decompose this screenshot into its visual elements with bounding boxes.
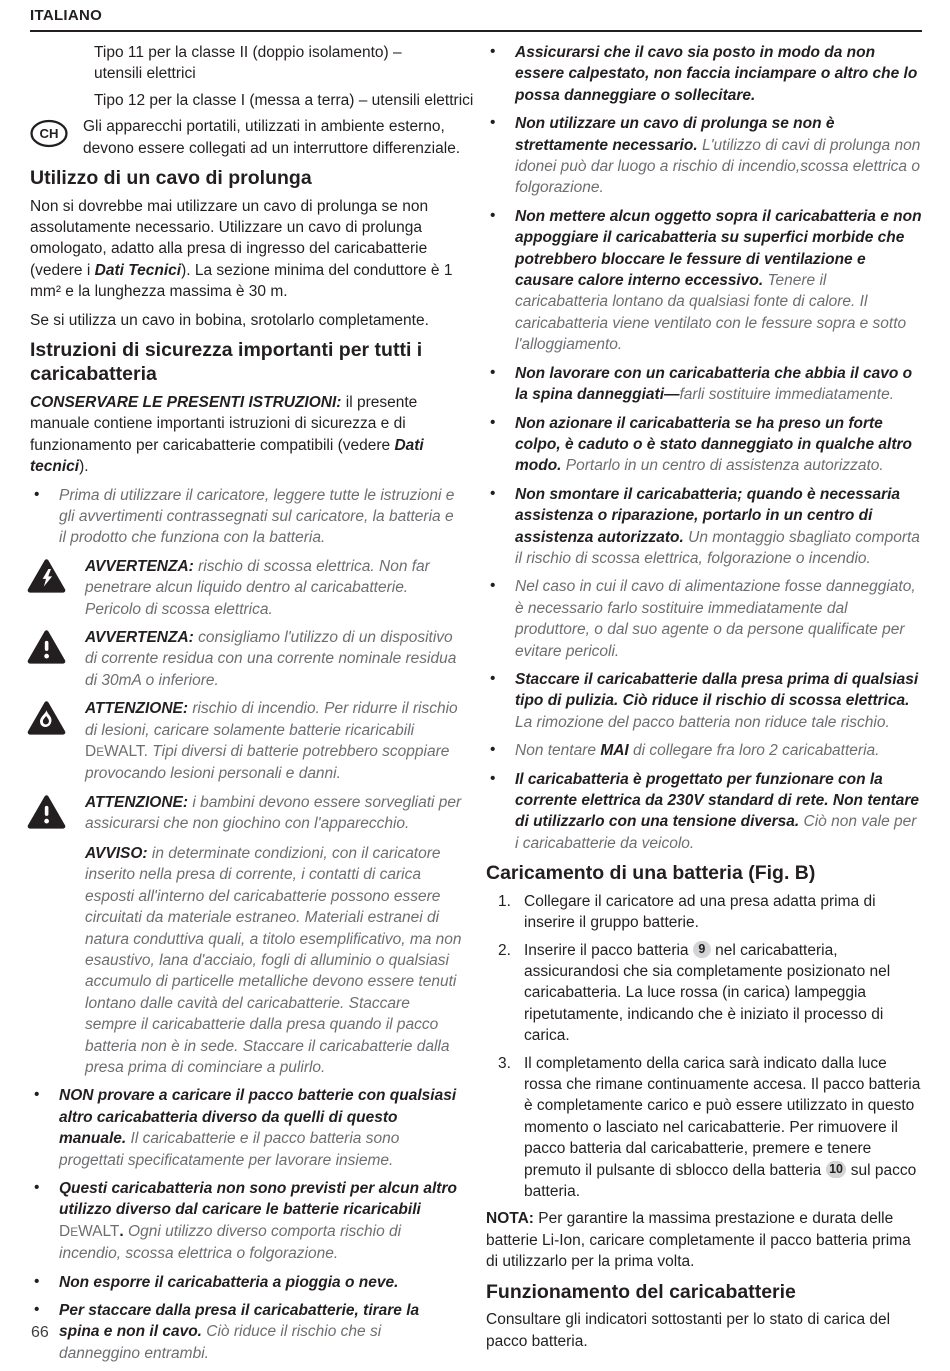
text-run: Portarlo in un centro di assistenza autorizzato. — [561, 457, 884, 475]
text-run: in determinate condizioni, con il caricatore inserito nella presa di corrente, i contatti di carica esposti all'interno del caricabatterie possono essere circuitati da materiale estraneo. Materiali estranei di natura conduttiva quali, a titolo esemplificativo, ma non esaustivo, lana d'acciaio, fogli di alluminio o qualsiasi accumulo di particelle metalliche devono essere tenuti lontano dalle cavità del caricabatterie. Staccare sempre il caricabatterie dalla presa quando il pacco batteria non è in sede. Staccare il caricabatterie dalla presa prima di cominciare a pulirlo. — [85, 844, 462, 1076]
text-run: ). La sezione minima del conduttore è 1 mm² e la lunghezza massima è 30 m. — [30, 261, 453, 301]
general-warning-icon — [27, 794, 66, 829]
bullet-marker: • — [34, 485, 40, 503]
text-run: Non si dovrebbe mai utilizzare un cavo di prolunga se non assolutamente necessario. Utilizzare un cavo di prolunga omologato, adatto alla presa di ingresso del caricabatterie (vedere i — [30, 197, 429, 279]
text-run: Non azionare il caricabatteria se ha preso un forte colpo, è caduto o è stato danneggiato in qualche altro modo. — [515, 414, 913, 475]
bullet-marker: • — [490, 741, 496, 759]
text-run: farli sostituire immediatamente. — [679, 386, 894, 404]
bullet-item — [30, 1272, 463, 1293]
text-run: Ciò riduce il rischio che si danneggino entrambi. — [59, 1323, 382, 1362]
section-heading: Utilizzo di un cavo di prolunga — [30, 167, 312, 190]
ch-note-text — [83, 118, 460, 156]
list-number: 2. — [498, 941, 511, 959]
callout-ref-badge: 9 — [693, 941, 711, 958]
warning-item — [30, 556, 463, 620]
text-line: Tipo 11 per la classe II (doppio isolamento) – — [94, 44, 402, 61]
text-run: di collegare fra loro 2 caricabatteria. — [628, 742, 880, 760]
paragraph — [30, 196, 463, 303]
bullet-item — [30, 1178, 463, 1265]
bullet-marker: • — [490, 484, 496, 502]
warning-item — [30, 698, 463, 785]
right-column — [486, 42, 923, 1359]
bullet-marker: • — [490, 769, 496, 787]
numbered-item — [486, 891, 923, 934]
bullet-marker: • — [490, 669, 496, 687]
text-run: Questi caricabatteria non sono previsti per alcun altro utilizzo diverso dal caricare le batterie ricaricabili — [59, 1179, 457, 1219]
callout-ref-badge: 10 — [826, 1161, 847, 1178]
text-run: D — [85, 743, 97, 761]
text-run: Ciò non vale per i caricabatterie da veicolo. — [515, 813, 917, 852]
paragraph — [30, 310, 463, 331]
bullet-marker: • — [490, 206, 496, 224]
text-run: Non lavorare con un caricabatteria che abbia il cavo o la spina danneggiati— — [515, 364, 913, 404]
text-run: rischio di incendio. Per ridurre il rischio di lesioni, caricare solamente batterie ricaricabili — [85, 700, 458, 739]
bullet-item — [486, 113, 923, 199]
text-run: Un montaggio sbagliato comporta il rischio di scossa elettrica, folgorazione o incendio. — [515, 528, 920, 567]
bullet-marker: • — [34, 1301, 40, 1318]
text-run: AVVERTENZA: — [85, 557, 194, 575]
indented-type-line — [94, 90, 474, 111]
text-run: AVVERTENZA: — [85, 629, 194, 647]
text-line: utensili elettrici — [94, 65, 196, 83]
text-run: Il caricabatterie e il pacco batteria sono progettati specificatamente per lavorare insieme. — [59, 1130, 400, 1169]
section-heading: Istruzioni di sicurezza importanti per tutti i caricabatteria — [30, 338, 423, 386]
text-run: il presente manuale contiene importanti istruzioni di sicurezza e di funzionamento per caricabatterie compatibili (vedere — [30, 393, 418, 454]
text-run: L'utilizzo di cavi di prolunga non idonei può dar luogo a rischio di incendio,scossa elettrica o folgorazione. — [515, 136, 921, 197]
text-run: Dati tecnici — [30, 436, 424, 476]
bullet-marker: • — [34, 1178, 40, 1196]
bullet-marker: • — [490, 363, 496, 381]
text-run: Per staccare dalla presa il caricabatterie, tirare la spina e non il cavo. — [59, 1302, 420, 1341]
electric-shock-warning-icon — [27, 558, 66, 593]
text-run: NOTA: — [486, 1210, 534, 1228]
text-run: Per garantire la massima prestazione e durata delle batterie Li-Ion, caricare completamente il pacco batteria prima di utilizzarlo per la prima volta. — [486, 1210, 911, 1271]
text-run: Prima di utilizzare il caricatore, leggere tutte le istruzioni e gli avvertimenti contrassegnati sul caricatore, la batteria e il prodotto che funziona con la batteria. — [59, 486, 455, 547]
text-run: E — [96, 746, 105, 760]
notice-paragraph — [30, 843, 463, 1078]
text-run: Collegare il caricatore ad una presa adatta prima di inserire il gruppo batterie. — [524, 892, 876, 932]
text-run: Staccare il caricabatterie dalla presa prima di qualsiasi tipo di pulizia. Ciò riduce il rischio di scossa elettrica. — [515, 670, 919, 710]
bullet-marker: • — [490, 413, 496, 431]
left-column — [30, 42, 474, 1371]
fire-warning-icon — [27, 700, 66, 735]
text-run: CONSERVARE LE PRESENTI ISTRUZIONI: — [30, 393, 342, 411]
text-line: Tipo 12 per la classe I (messa a terra) – utensili elettrici — [94, 91, 474, 109]
warning-item — [30, 792, 463, 836]
bullet-item — [486, 576, 923, 662]
text-run: Dati Tecnici — [94, 261, 182, 279]
bullet-marker: • — [490, 43, 496, 60]
text-run: WALT — [78, 1222, 120, 1240]
text-run: Non smontare il caricabatteria; quando è necessaria assistenza o riparazione, portarlo in un centro di assistenza autorizzato. — [515, 485, 901, 546]
text-run: WALT. — [104, 743, 148, 761]
bullet-marker: • — [490, 577, 496, 595]
text-run: Il completamento della carica sarà indicato dalla luce rossa che rimane continuamente accesa. Il pacco batteria è completamente carico e può essere utilizzato in questo momento o lasciato nel caricabatterie. Per rimuovere il pacco batteria dal caricabatterie, premere e tenere premuto il pulsante di sblocco della batteria — [524, 1054, 921, 1179]
text-run: NON provare a caricare il pacco batterie con qualsiasi altro caricabatteria diverso da quelli di questo manuale. — [59, 1087, 457, 1148]
text-run: Ogni utilizzo diverso comporta rischio di incendio, scossa elettrica o folgorazione. — [59, 1222, 402, 1263]
text-run: AVVISO: — [85, 844, 148, 862]
warning-item — [30, 627, 463, 691]
text-run: sul pacco batteria. — [524, 1161, 917, 1200]
ch-country-badge-icon — [30, 119, 68, 148]
bullet-marker: • — [490, 114, 496, 132]
bullet-item — [486, 206, 923, 356]
bullet-item — [486, 363, 923, 406]
text-run: Inserire il pacco batteria — [524, 941, 693, 959]
numbered-item — [486, 940, 923, 1047]
text-run: Non tentare — [515, 742, 601, 760]
list-number: 3. — [498, 1054, 511, 1072]
text-run: Se si utilizza un cavo in bobina, srotolarlo completamente. — [30, 311, 429, 329]
text-run: D — [59, 1222, 71, 1240]
paragraph — [486, 1208, 923, 1272]
section-heading: Caricamento di una batteria (Fig. B) — [486, 862, 816, 885]
text-run: MAI — [600, 742, 629, 760]
bullet-item — [486, 769, 923, 855]
general-warning-icon — [27, 629, 66, 664]
text-run: Non mettere alcun oggetto sopra il caricabatteria e non appoggiare il caricabatteria su superfici morbide che potrebbero bloccare le fessure di ventilazione e causare calore interno eccessivo. — [515, 207, 922, 290]
numbered-item — [486, 1053, 923, 1203]
bullet-marker: • — [34, 1086, 40, 1104]
text-run: Non esporre il caricabatteria a pioggia o neve. — [59, 1273, 399, 1291]
bullet-item — [30, 485, 463, 549]
indented-type-line — [94, 42, 463, 85]
text-run: La rimozione del pacco batteria non riduce tale rischio. — [515, 713, 890, 731]
text-run: Non utilizzare un cavo di prolunga se non è strettamente necessario. — [515, 115, 835, 154]
text-run: Tipi diversi di batterie potrebbero scoppiare provocando lesioni personali e danni. — [85, 743, 450, 783]
bullet-item — [486, 42, 923, 106]
text-run: consigliamo l'utilizzo di un dispositivo di corrente residua con una corrente nominale residua di 30mA o inferiore. — [85, 629, 457, 689]
text-run: Consultare gli indicatori sottostanti per lo stato di carica del pacco batteria. — [486, 1311, 891, 1350]
text-run: Tenere il caricabatteria lontano da qualsiasi fonte di calore. Il caricabatteria viene ventilato con le fessure sopra e sotto l'alloggiamento. — [515, 272, 907, 354]
list-number: 1. — [498, 892, 511, 910]
bullet-item — [30, 1085, 463, 1171]
text-run: i bambini devono essere sorvegliati per assicurarsi che non giochino con l'apparecchio. — [85, 793, 462, 833]
bullet-item — [486, 413, 923, 477]
bullet-item — [486, 669, 923, 733]
bullet-marker: • — [34, 1272, 40, 1290]
language-header: ITALIANO — [30, 7, 103, 24]
svg-text:CH: CH — [39, 126, 59, 142]
text-run: Gli apparecchi portatili, utilizzati in ambiente esterno, devono essere collegati ad un interruttore differenziale. — [83, 118, 461, 157]
text-run: ATTENZIONE: — [85, 793, 189, 811]
bullet-item — [486, 484, 923, 570]
text-run: . — [119, 1222, 124, 1240]
text-run: ATTENZIONE: — [85, 700, 189, 718]
paragraph — [486, 1309, 923, 1352]
text-run: E — [70, 1225, 79, 1239]
text-run: nel caricabatteria, assicurandosi che sia completamente posizionato nel caricabatteria. La luce rossa (in carica) lampeggia ripetutamente, indicando che è iniziato il processo di carica. — [524, 941, 891, 1045]
text-run: Assicurarsi che il cavo sia posto in modo da non essere calpestato, non faccia inciampare o altro che lo possa danneggiare o sollecitare. — [515, 44, 918, 104]
text-run: Nel caso in cui il cavo di alimentazione fosse danneggiato, è necessario farlo sostituire immediatamente dal produttore, o dal suo agente o da persone qualificate per evitare pericoli. — [515, 578, 916, 660]
text-run: rischio di scossa elettrica. Non far penetrare alcun liquido dentro al caricabatterie. Pericolo di scossa elettrica. — [85, 557, 430, 618]
bullet-item — [486, 740, 923, 761]
text-run: ). — [79, 458, 89, 476]
header-rule — [30, 30, 922, 32]
page-number: 66 — [31, 1324, 49, 1341]
bullet-item — [30, 1300, 463, 1364]
text-run: Il caricabatteria è progettato per funzionare con la corrente elettrica da 230V standard di rete. Non tentare di utilizzarlo con una tensione diversa. — [515, 770, 919, 831]
paragraph — [30, 392, 463, 478]
section-heading: Funzionamento del caricabatterie — [486, 1280, 796, 1303]
ch-note — [30, 116, 463, 159]
